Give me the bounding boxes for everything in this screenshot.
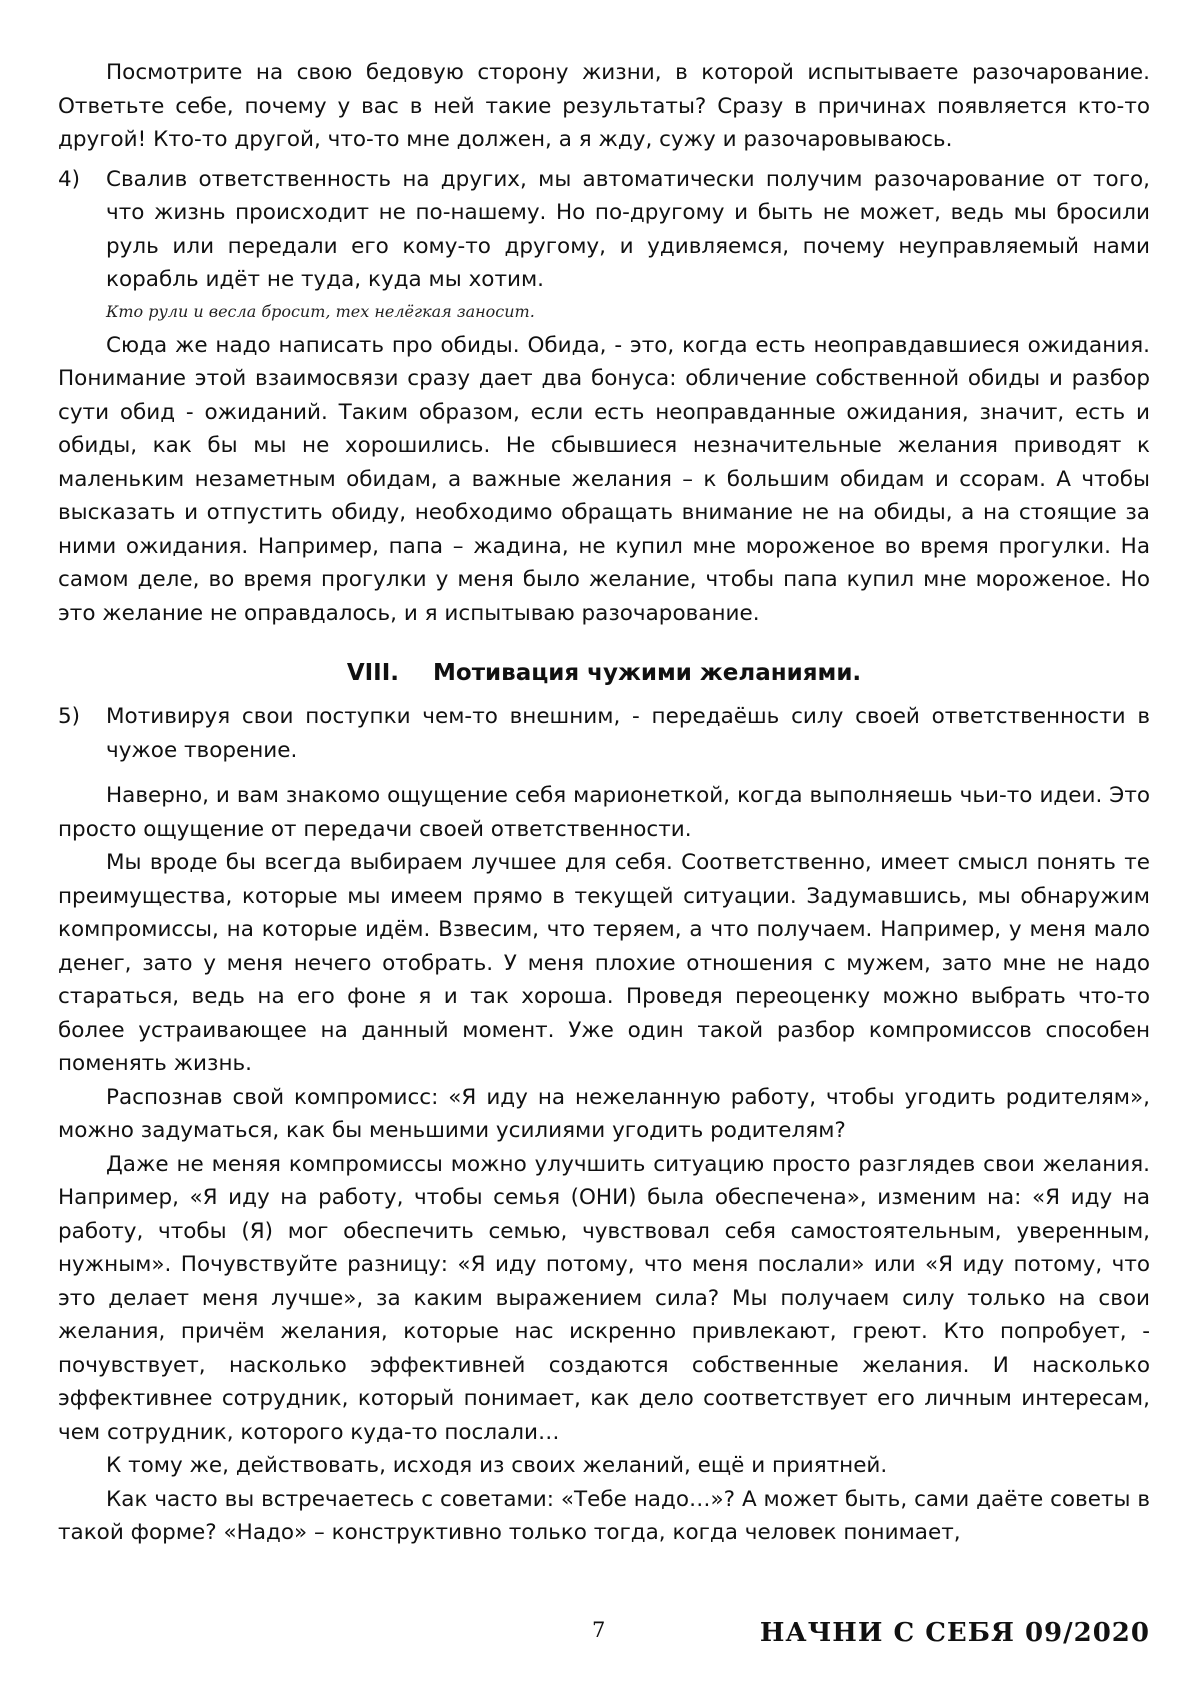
- numbered-item-5: [58, 700, 1150, 767]
- item-number: 4): [58, 166, 81, 192]
- paragraph: Как часто вы встречаетесь с советами: «Тебе надо…»? А может быть, сами даёте советы в такой форме? «Надо» – конструктивно только тогда, когда человек понимает,: [58, 1486, 1150, 1545]
- item-number: 5): [58, 704, 81, 729]
- paragraph: Мы вроде бы всегда выбираем лучшее для себя. Соответственно, имеет смысл понять те преимущества, которые мы имеем прямо в текущей ситуации. Задумавшись, мы обнаружим компромиссы, на которые идём. Взвесим, что теряем, а что получаем. Например, у меня мало денег, зато у меня нечего отобрать. У меня плохие отношения с мужем, зато мне не надо стараться, ведь на его фоне я и так хороша. Проведя переоценку можно выбрать что-то более устраивающее на данный момент. Уже один такой разбор компромиссов способен поменять жизнь.: [58, 850, 1150, 1076]
- paragraph: Посмотрите на свою бедовую сторону жизни, в которой испытываете разочарование. Ответьте себе, почему у вас в ней такие результаты? Сразу в причинах появляется кто-то другой! Кто-то другой, что-то мне должен, а я жду, сужу и разочаровываюсь.: [58, 60, 1150, 152]
- section-heading: [58, 656, 1150, 690]
- paragraph: Распознав свой компромисс: «Я иду на нежеланную работу, чтобы угодить родителям», можно задуматься, как бы меньшими усилиями угодить родителям?: [58, 1084, 1150, 1143]
- paragraph: Наверно, и вам знакомо ощущение себя марионеткой, когда выполняешь чьи-то идеи. Это просто ощущение от передачи своей ответственности.: [58, 783, 1150, 842]
- paragraph: Даже не меняя компромиссы можно улучшить ситуацию просто разглядев свои желания. Например, «Я иду на работу, чтобы семья (ОНИ) была обеспечена», изменим на: «Я иду на работу, чтобы (Я) мог обеспечить семью, чувствовал себя самостоятельным, уверенным, нужным». Почувствуйте разницу: «Я иду потому, что меня послали» или «Я иду потому, что это делает меня лучше», за каким выражением сила? Мы получаем силу только на свои желания, причём желания, которые нас искренно привлекают, греют. Кто попробует, - почувствует, насколько эффективней создаются собственные желания. И насколько эффективнее сотрудник, который понимает, как дело соответствует его личным интересам, чем сотрудник, которого куда-то послали…: [58, 1151, 1150, 1445]
- page-footer: [0, 1618, 1200, 1658]
- magazine-issue-title: НАЧНИ С СЕБЯ 09/2020: [759, 1618, 1150, 1648]
- section-number: VIII.: [346, 660, 400, 686]
- page-body: [58, 56, 1150, 1550]
- item-text: Свалив ответственность на других, мы автоматически получим разочарование от того, что жизнь происходит не по-нашему. Но по-другому и быть не может, ведь мы бросили руль или передали его кому-то другому, и удивляемся, почему неуправляемый нами корабль идёт не туда, куда мы хотим.: [106, 166, 1150, 292]
- page-number: 7: [592, 1618, 606, 1642]
- paragraph: К тому же, действовать, исходя из своих желаний, ещё и приятней.: [106, 1453, 888, 1478]
- paragraph: Сюда же надо написать про обиды. Обида, - это, когда есть неоправдавшиеся ожидания. Понимание этой взаимосвязи сразу дает два бонуса: обличение собственной обиды и разбор сути обид - ожиданий. Таким образом, если есть неоправданные ожидания, значит, есть и обиды, как бы мы не хорошились. Не сбывшиеся незначительные желания приводят к маленьким незаметным обидам, а важные желания – к большим обидам и ссорам. А чтобы высказать и отпустить обиду, необходимо обращать внимание не на обиды, а на стоящие за ними ожидания. Например, папа – жадина, не купил мне мороженое во время прогулки. На самом деле, во время прогулки у меня было желание, чтобы папа купил мне мороженое. Но это желание не оправдалось, и я испытываю разочарование.: [58, 332, 1150, 626]
- item-text: Мотивируя свои поступки чем-то внешним, - передаёшь силу своей ответственности в чужое творение.: [106, 704, 1150, 763]
- numbered-item-4: [58, 163, 1150, 297]
- proverb-quote: Кто рули и весла бросит, тех нелёгкая заносит.: [106, 301, 535, 321]
- section-title: Мотивация чужими желаниями.: [433, 660, 862, 686]
